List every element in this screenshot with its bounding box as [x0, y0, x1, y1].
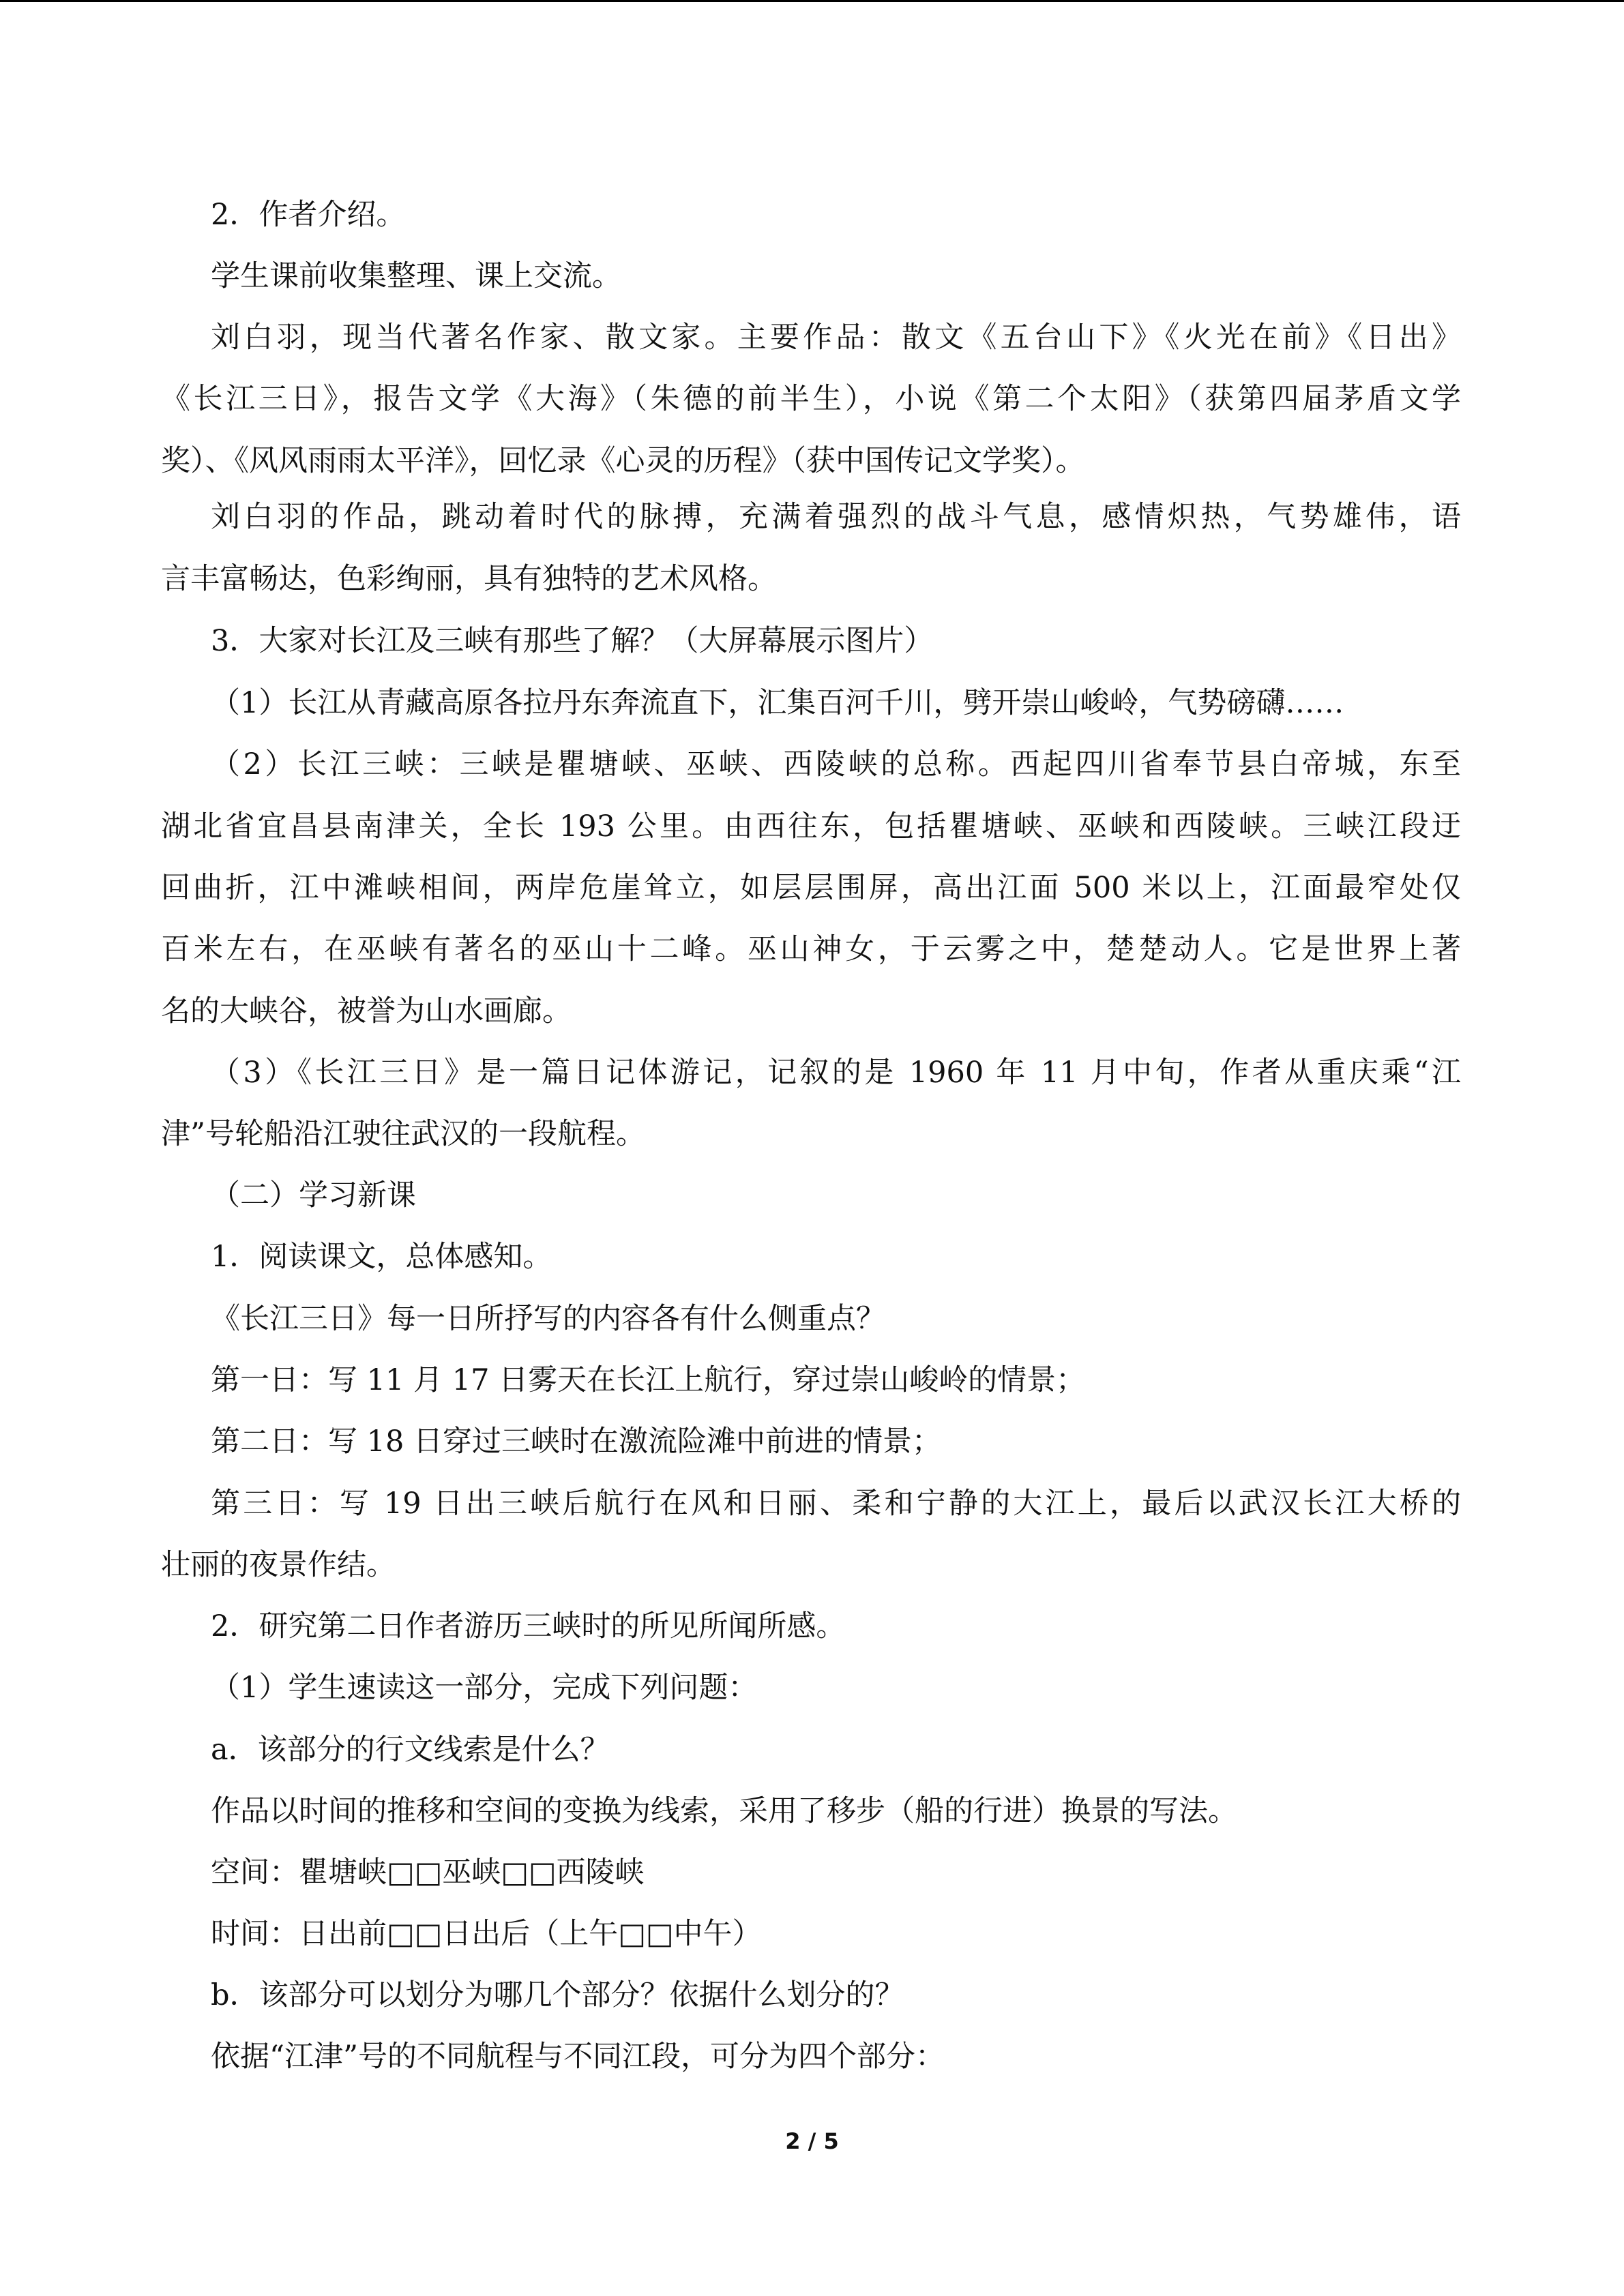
text-line: 刘白羽，现当代著名作家、散文家。主要作品：散文《五台山下》《火光在前》《日出》 — [211, 320, 1461, 355]
text-line: 言丰富畅达，色彩绚丽，具有独特的艺术风格。 — [161, 562, 777, 596]
text-line: 《长江三日》，报告文学《大海》（朱德的前半生），小说《第二个太阳》（获第四届茅盾文学 — [161, 382, 1461, 416]
text-line: 《长江三日》每一日所抒写的内容各有什么侧重点？ — [211, 1302, 885, 1336]
text-line: 壮丽的夜景作结。 — [161, 1548, 396, 1582]
text-line: （1）长江从青藏高原各拉丹东奔流直下，汇集百河千川，劈开崇山峻岭，气势磅礴…… — [211, 686, 1344, 720]
text-line: 回曲折，江中滩峡相间，两岸危崖耸立，如层层围屏，高出江面 500 米以上，江面最窄处仅 — [161, 871, 1461, 905]
text-line: 第一日：写 11 月 17 日雾天在长江上航行，穿过崇山峻岭的情景； — [211, 1363, 1086, 1397]
text-line: 第三日：写 19 日出三峡后航行在风和日丽、柔和宁静的大江上，最后以武汉长江大桥的 — [211, 1487, 1461, 1521]
text-line: b．该部分可以划分为哪几个部分？依据什么划分的？ — [211, 1978, 904, 2012]
text-line: 时间：日出前□□日出后（上午□□中午） — [211, 1917, 762, 1951]
text-line: 刘白羽的作品，跳动着时代的脉搏，充满着强烈的战斗气息，感情炽热，气势雄伟，语 — [211, 500, 1461, 534]
text-line: （3）《长江三日》是一篇日记体游记，记叙的是 1960 年 11 月中旬，作者从重庆乘“江 — [211, 1056, 1461, 1090]
text-line: 湖北省宜昌县南津关，全长 193 公里。由西往东，包括瞿塘峡、巫峡和西陵峡。三峡江段迂 — [161, 809, 1461, 844]
text-line: （二）学习新课 — [211, 1178, 416, 1212]
page-number: 2 / 5 — [785, 2128, 839, 2154]
text-line: （1）学生速读这一部分，完成下列问题： — [211, 1671, 758, 1705]
text-line: （2）长江三峡：三峡是瞿塘峡、巫峡、西陵峡的总称。西起四川省奉节县白帝城，东至 — [211, 747, 1461, 781]
text-line: 奖）、《风风雨雨太平洋》，回忆录《心灵的历程》（获中国传记文学奖）。 — [161, 444, 1085, 478]
page-top-border — [0, 0, 1624, 2]
text-line: 依据“江津”号的不同航程与不同江段，可分为四个部分： — [211, 2040, 945, 2074]
text-line: a．该部分的行文线索是什么？ — [211, 1733, 610, 1767]
text-line: 1．阅读课文，总体感知。 — [211, 1240, 552, 1274]
text-line: 百米左右，在巫峡有著名的巫山十二峰。巫山神女，于云雾之中，楚楚动人。它是世界上著 — [161, 932, 1461, 966]
text-line: 3．大家对长江及三峡有那些了解？（大屏幕展示图片） — [211, 624, 934, 658]
text-line: 学生课前收集整理、课上交流。 — [211, 259, 621, 293]
text-line: 名的大峡谷，被誉为山水画廊。 — [161, 994, 572, 1028]
text-line: 津”号轮船沿江驶往武汉的一段航程。 — [161, 1117, 645, 1151]
text-line: 作品以时间的推移和空间的变换为线索，采用了移步（船的行进）换景的写法。 — [211, 1794, 1237, 1828]
text-line: 第二日：写 18 日穿过三峡时在激流险滩中前进的情景； — [211, 1425, 942, 1459]
text-line: 2．研究第二日作者游历三峡时的所见所闻所感。 — [211, 1609, 846, 1643]
text-line: 空间：瞿塘峡□□巫峡□□西陵峡 — [211, 1855, 645, 1890]
text-line: 2．作者介绍。 — [211, 198, 406, 232]
